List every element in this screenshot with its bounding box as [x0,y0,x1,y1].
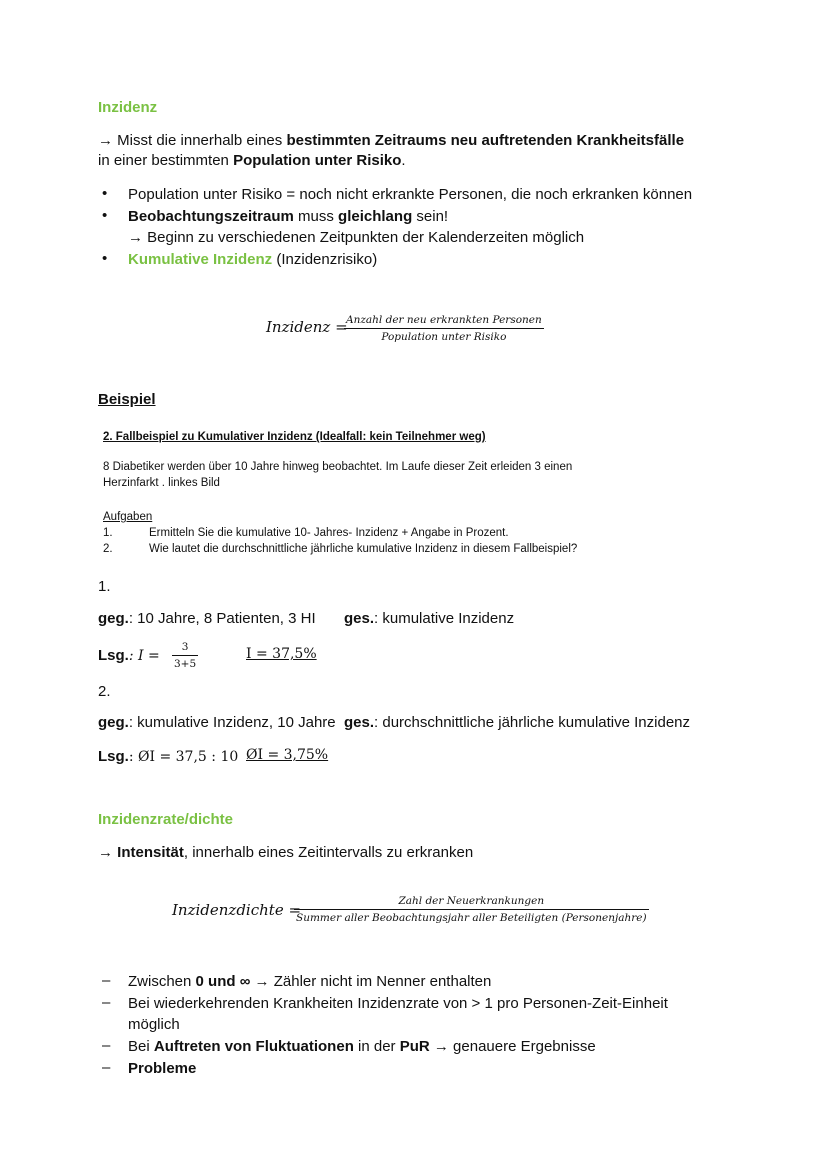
dash-1-b: → Zähler nicht im Nenner enthalten [250,973,492,990]
dash-1-bold: 0 und ∞ [195,973,251,990]
solution-1-lsg [98,646,160,666]
fraction-numerator: 3 [181,641,189,653]
dash-3-bold-2: PuR [399,1038,430,1055]
solution-2-sought [344,713,690,733]
fraction-denominator: 3+5 [174,658,197,670]
dash-item-2-cont: möglich [128,1016,180,1033]
solution-prefix: : I = [128,648,160,664]
fraction-bar [344,328,544,329]
dash-4-bold: Probleme [128,1060,197,1077]
bullet-3 [128,250,377,270]
intro-line-2 [98,151,406,171]
formula-denominator: Population unter Risiko [381,331,507,343]
fraction-bar [172,655,198,656]
tasks-heading: Aufgaben [103,511,153,523]
task-1-number: 1. [103,527,113,539]
section-heading-inzidenz: Inzidenz [98,99,158,116]
solution-label: Lsg. [98,748,129,765]
section-2-intro [98,843,473,863]
formula-numerator: Zahl der Neuerkrankungen [398,895,545,907]
bullet-dot: • [102,250,108,267]
sought-value: : durchschnittliche jährliche kumulative Inzidenz [374,714,691,731]
dash-1-a: Zwischen [128,973,196,990]
formula-inzidenzdichte-fraction [294,895,649,924]
bullet-2 [128,207,448,227]
solution-2-lsg [98,747,238,767]
formula-numerator: Anzahl der neu erkrankten Personen [346,314,542,326]
example-heading: Beispiel [98,391,156,408]
dash-3-b: in der [353,1038,400,1055]
bullet-1: Population unter Risiko = noch nicht erkrankte Personen, die noch erkranken können [128,186,693,203]
solution-1-result: I = 37,5% [246,646,317,662]
sought-label: ges. [344,714,375,731]
solution-1-number: 1. [98,578,111,595]
formula-denominator: Summer aller Beobachtungsjahr aller Beteiligten (Personenjahre) [296,912,647,924]
bullet-2-bold-2: gleichlang [338,208,413,225]
solution-1-fraction [172,641,198,670]
solution-2-number: 2. [98,683,111,700]
dash-item-2: Bei wiederkehrenden Krankheiten Inzidenzrate von > 1 pro Personen-Zeit-Einheit [128,995,668,1012]
case-text-1: 8 Diabetiker werden über 10 Jahre hinweg beobachtet. Im Laufe dieser Zeit erleiden 3 einen [103,461,573,473]
solution-2-given [98,713,336,733]
solution-value: : ØI = 37,5 : 10 [128,749,239,765]
case-title: 2. Fallbeispiel zu Kumulativer Inzidenz (Idealfall: kein Teilnehmer weg) [103,431,486,443]
intro-rest: , innerhalb eines Zeitintervalls zu erkranken [183,844,474,861]
intro-bold-1: bestimmten Zeitraums neu auftretenden Krankheitsfälle [286,132,685,149]
given-value: : 10 Jahre, 8 Patienten, 3 HI [128,610,316,627]
solution-label: Lsg. [98,647,129,664]
solution-2-result: ØI = 3,75% [246,747,329,763]
sought-label: ges. [344,610,375,627]
given-value: : kumulative Inzidenz, 10 Jahre [128,714,336,731]
dash-marker: – [102,1059,111,1076]
sought-value: : kumulative Inzidenz [374,610,515,627]
task-2: Wie lautet die durchschnittliche jährliche kumulative Inzidenz in diesem Fallbeispiel? [149,543,578,555]
intro-text: → Misst die innerhalb eines [98,132,287,149]
dash-marker: – [102,1037,111,1054]
formula-inzidenz-fraction [344,314,544,343]
task-1: Ermitteln Sie die kumulative 10- Jahres- Inzidenz + Angabe in Prozent. [149,527,509,539]
task-2-number: 2. [103,543,113,555]
bullet-3-rest: (Inzidenzrisiko) [272,251,378,268]
case-text-2: Herzinfarkt . linkes Bild [103,477,220,489]
dash-3-bold-1: Auftreten von Fluktuationen [153,1038,354,1055]
dash-item-3 [128,1037,596,1057]
dash-3-a: Bei [128,1038,154,1055]
bullet-dot: • [102,207,108,224]
solution-1-given [98,609,316,629]
dash-marker: – [102,972,111,989]
given-label: geg. [98,714,129,731]
fraction-bar [294,909,649,910]
bullet-2-sub: → Beginn zu verschiedenen Zeitpunkten der Kalenderzeiten möglich [128,229,585,246]
intro-line-1 [98,131,684,151]
dash-item-1 [128,972,491,992]
intro-bold: Intensität [117,844,184,861]
solution-1-sought [344,609,514,629]
bullet-3-green: Kumulative Inzidenz [128,251,273,268]
section-heading-inzidenzrate: Inzidenzrate/dichte [98,811,234,828]
dash-marker: – [102,994,111,1011]
dash-3-c: → genauere Ergebnisse [429,1038,596,1055]
intro-period: . [401,152,406,169]
dash-item-4 [128,1059,196,1079]
formula-inzidenz-lhs: Inzidenz = [266,318,348,336]
bullet-2-mid: muss [293,208,339,225]
bullet-2-bold-1: Beobachtungszeitraum [128,208,294,225]
intro-arrow: → [98,844,118,861]
bullet-2-end: sein! [412,208,449,225]
bullet-dot: • [102,185,108,202]
given-label: geg. [98,610,129,627]
formula-inzidenzdichte-lhs: Inzidenzdichte = [172,901,302,919]
intro-text-2: in einer bestimmten [98,152,234,169]
intro-bold-2: Population unter Risiko [233,152,402,169]
